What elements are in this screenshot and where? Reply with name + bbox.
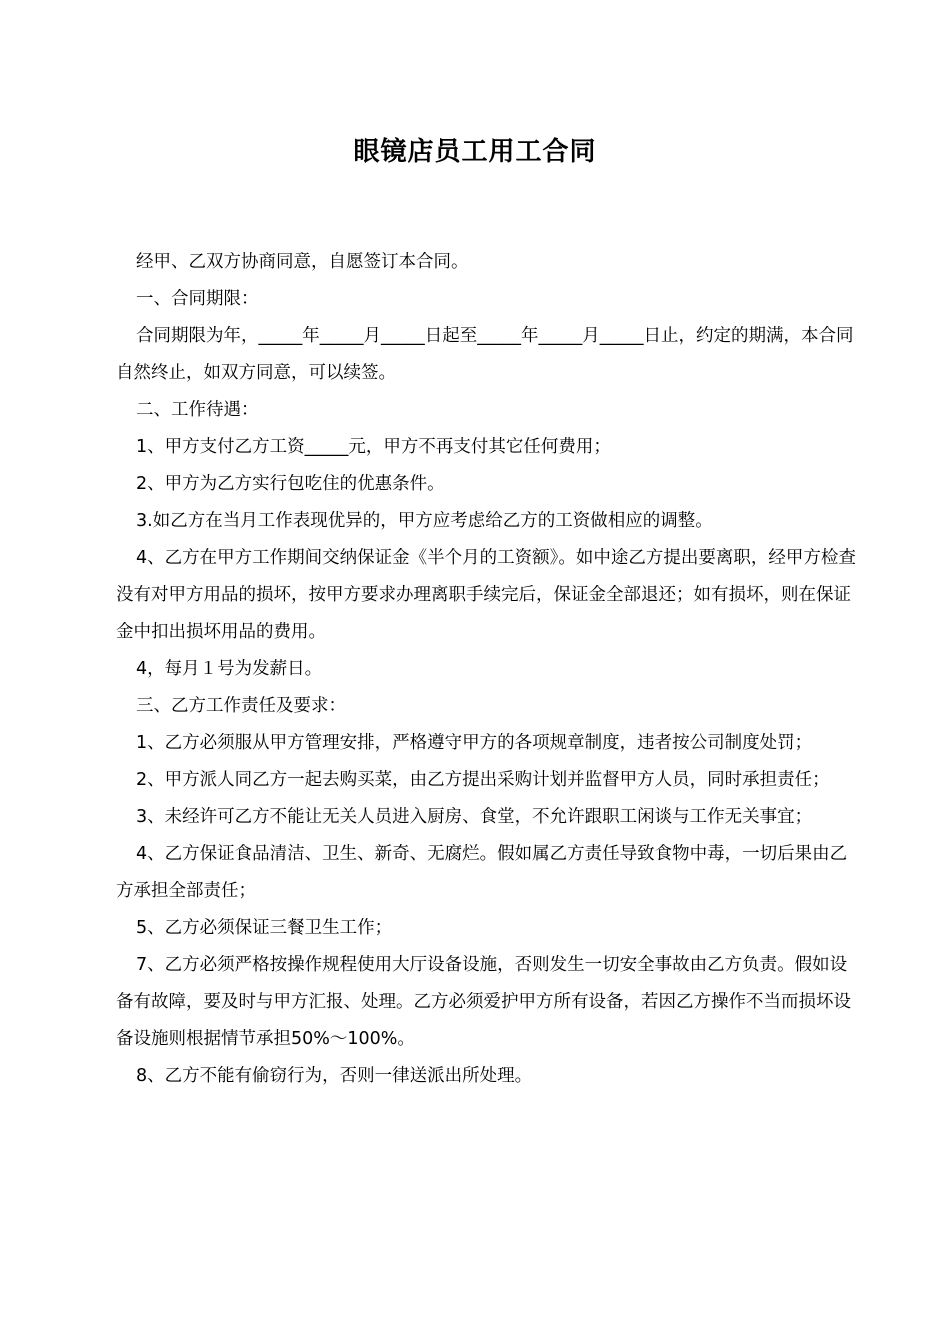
paragraph-duty-2: 2、甲方派人同乙方一起去购买菜，由乙方提出采购计划并监督甲方人员，同时承担责任； [136, 770, 830, 790]
paragraph-benefit-3: 3.如乙方在当月工作表现优异的，甲方应考虑给乙方的工资做相应的调整。 [136, 511, 713, 531]
paragraph-benefit-4: 4、乙方在甲方工作期间交纳保证金《半个月的工资额》。如中途乙方提出要离职，经甲方检查没有对甲方用品的损坏，按甲方要求办理离职手续完后，保证金全部退还；如有损坏，则在保证金中扣出损坏用品的费用。 [116, 548, 856, 642]
document-title: 眼镜店员工用工合同 [353, 137, 597, 167]
document-body [116, 244, 860, 1095]
paragraph-payday: 4，每月１号为发薪日。 [136, 659, 323, 679]
paragraph-benefit-2: 2、甲方为乙方实行包吃住的优惠条件。 [136, 474, 445, 494]
paragraph-duty-7: 7、乙方必须严格按操作规程使用大厅设备设施，否则发生一切安全事故由乙方负责。假如设备有故障，要及时与甲方汇报、处理。乙方必须爱护甲方所有设备，若因乙方操作不当而损坏设备设施则根据情节承担50%～100%。 [116, 955, 851, 1049]
section-heading-duties: 三、乙方工作责任及要求： [136, 696, 346, 716]
paragraph-duty-8: 8、乙方不能有偷窃行为，否则一律送派出所处理。 [136, 1066, 533, 1086]
paragraph-duty-1: 1、乙方必须服从甲方管理安排，严格遵守甲方的各项规章制度，违者按公司制度处罚； [136, 733, 813, 753]
section-heading-term: 一、合同期限： [136, 289, 259, 309]
paragraph-duty-5: 5、乙方必须保证三餐卫生工作； [136, 918, 393, 938]
paragraph-intro: 经甲、乙双方协商同意，自愿签订本合同。 [136, 252, 469, 272]
paragraph-benefit-1: 1、甲方支付乙方工资_____元，甲方不再支付其它任何费用； [136, 437, 611, 457]
paragraph-duty-3: 3、未经许可乙方不能让无关人员进入厨房、食堂，不允许跟职工闲谈与工作无关事宜； [136, 807, 813, 827]
paragraph-duty-4: 4、乙方保证食品清洁、卫生、新奇、无腐烂。假如属乙方责任导致食物中毒，一切后果由乙方承担全部责任； [116, 844, 848, 901]
section-heading-benefits: 二、工作待遇： [136, 400, 259, 420]
paragraph-term: 合同期限为年，_____年_____月_____日起至_____年_____月_____日止，约定的期满，本合同自然终止，如双方同意，可以续签。 [116, 326, 854, 383]
